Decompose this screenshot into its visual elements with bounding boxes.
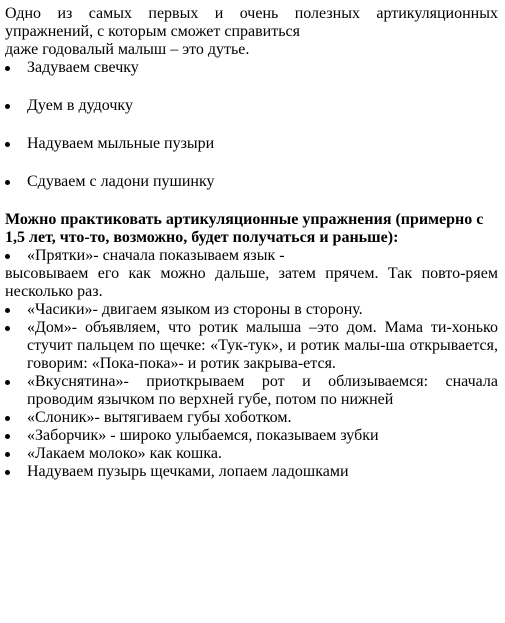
- list-item: [5, 97, 498, 115]
- list-item-text: «Слоник»- вытягиваем губы хоботком.: [27, 409, 292, 426]
- bullet-icon: [5, 142, 10, 147]
- list-item-continuation: высовываем его как можно дальше, затем прячем. Так повто-ряем несколько раз.: [5, 265, 498, 300]
- list-item: [5, 135, 498, 153]
- document-page: [5, 5, 498, 481]
- bullet-icon: [5, 416, 10, 421]
- list-item-text: Надуваем пузырь щечками, лопаем ладошками: [27, 463, 349, 480]
- bullet-icon: [5, 326, 10, 331]
- bullet-icon: [5, 308, 10, 313]
- list-item: [5, 409, 498, 427]
- list-item: [5, 173, 498, 191]
- list-item-text: Сдуваем с ладони пушинку: [27, 173, 215, 190]
- list-item-text: «Лакаем молоко» как кошка.: [27, 445, 222, 462]
- list-item-text: «Заборчик» - широко улыбаемся, показываем зубки: [27, 427, 379, 444]
- bullet-icon: [5, 452, 10, 457]
- bullet-icon: [5, 180, 10, 185]
- list-item: [5, 463, 498, 481]
- list-item: [5, 247, 498, 301]
- bullet-icon: [5, 380, 10, 385]
- list-item: [5, 427, 498, 445]
- bullet-icon: [5, 470, 10, 475]
- exercises-heading: Можно практиковать артикуляционные упражнения (примерно с 1,5 лет, что-то, возможно, будет получаться и раньше):: [5, 211, 484, 246]
- articulation-exercises-list: [5, 247, 498, 481]
- bullet-icon: [5, 104, 10, 109]
- intro-line-3: даже годовалый малыш – это дутье.: [5, 41, 250, 58]
- list-item-text: Дуем в дудочку: [27, 97, 133, 114]
- list-item-text: «Часики»- двигаем языком из стороны в сторону.: [27, 301, 363, 318]
- list-item-text: «Прятки»- сначала показываем язык -: [27, 247, 285, 264]
- list-item: [5, 445, 498, 463]
- intro-line-1: Одно из самых первых и очень полезных артикуляционных: [5, 5, 498, 22]
- intro-paragraph: [5, 5, 498, 59]
- bullet-icon: [5, 434, 10, 439]
- list-item-text: «Дом»- объявляем, что ротик малыша –это дом. Мама ти-хонько стучит пальцем по щечке: «Тук-тук», и ротик малы-ша открывается, говорим: «Пока-пока»- и ротик закрыва-ется.: [27, 319, 498, 372]
- list-item: [5, 59, 498, 77]
- list-item-text: Задуваем свечку: [27, 59, 139, 76]
- list-item: [5, 319, 498, 373]
- bullet-icon: [5, 66, 10, 71]
- list-item: [5, 373, 498, 409]
- intro-line-2: упражнений, с которым сможет справиться: [5, 23, 300, 40]
- list-item-text: Надуваем мыльные пузыри: [27, 135, 215, 152]
- bullet-icon: [5, 254, 10, 259]
- blowing-exercises-list: [5, 59, 498, 191]
- list-item-text: «Вкуснятина»- приоткрываем рот и облизываемся: сначала проводим язычком по верхней губе, потом по нижней: [27, 373, 498, 408]
- list-item: [5, 301, 498, 319]
